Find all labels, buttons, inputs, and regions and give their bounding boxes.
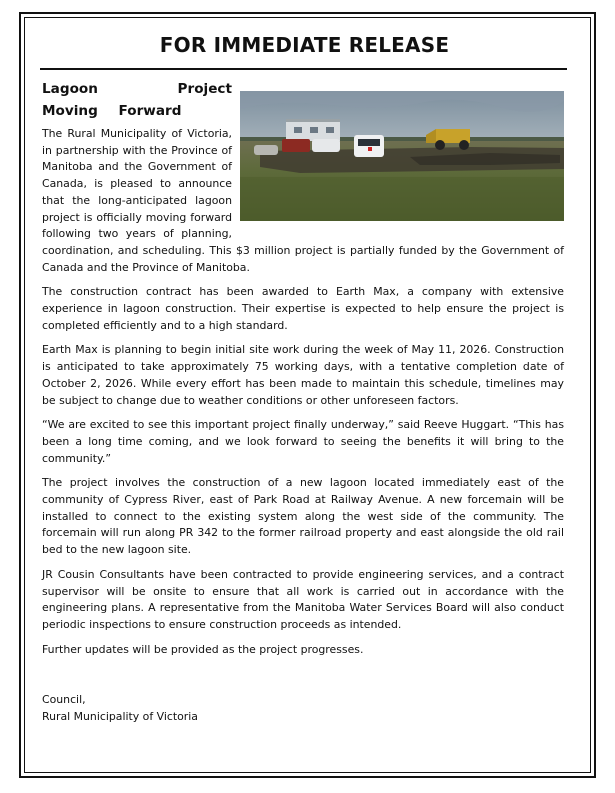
paragraph-1: The Rural Municipality of Victoria, in partnership with the Province of Manitoba and the Government of Canada, is pleased to announce that the long-anticipated lagoon project is officially moving forward following two years of planning, coordination, and scheduling. This $3 million project is partially funded by the Government of Canada and the Province of Manitoba. [42, 127, 564, 274]
release-title: FOR IMMEDIATE RELEASE [159, 33, 450, 57]
paragraph-3: Earth Max is planning to begin initial site work during the week of May 11, 2026. Construction is anticipated to take approximately 75 working days, with a tentative completion date of October 2, 2026. While every effort has been made to maintain this schedule, timelines may be subject to change due to weather conditions or other unforeseen factors. [42, 343, 564, 407]
paragraph-5: The project involves the construction of a new lagoon located immediately east of the community of Cypress River, east of Park Road at Railway Avenue. A new forcemain will be installed to connect to the existing system along the west side of the community. The forcemain will run along PR 342 to the former railroad property and east alongside the old rail bed to the new lagoon site. [42, 476, 564, 557]
signature-block [42, 692, 564, 725]
article-body [42, 78, 564, 726]
construction-site-photo [240, 91, 564, 221]
article-heading: Lagoon Project Moving Forward [42, 81, 232, 119]
paragraph-7: Further updates will be provided as the project progresses. [42, 642, 364, 656]
closing-line-2: Rural Municipality of Victoria [42, 710, 198, 724]
paragraph-2: The construction contract has been awarded to Earth Max, a company with extensive experience in lagoon construction. Their expertise is expected to help ensure the project is completed efficiently and to a high standard. [42, 285, 564, 332]
paragraph-4: “We are excited to see this important project finally underway,” said Reeve Huggart. “This has been a long time coming, and we look forward to seeing the benefits it will bring to the community.” [42, 418, 564, 465]
closing-line-1: Council, [42, 693, 86, 707]
title-underline [40, 68, 567, 70]
paragraph-6: JR Cousin Consultants have been contracted to provide engineering services, and a contract supervisor will be onsite to ensure that all work is carried out in accordance with the engineering plans. A representative from the Manitoba Water Services Board will also conduct periodic inspections to ensure construction proceeds as intended. [42, 567, 564, 631]
